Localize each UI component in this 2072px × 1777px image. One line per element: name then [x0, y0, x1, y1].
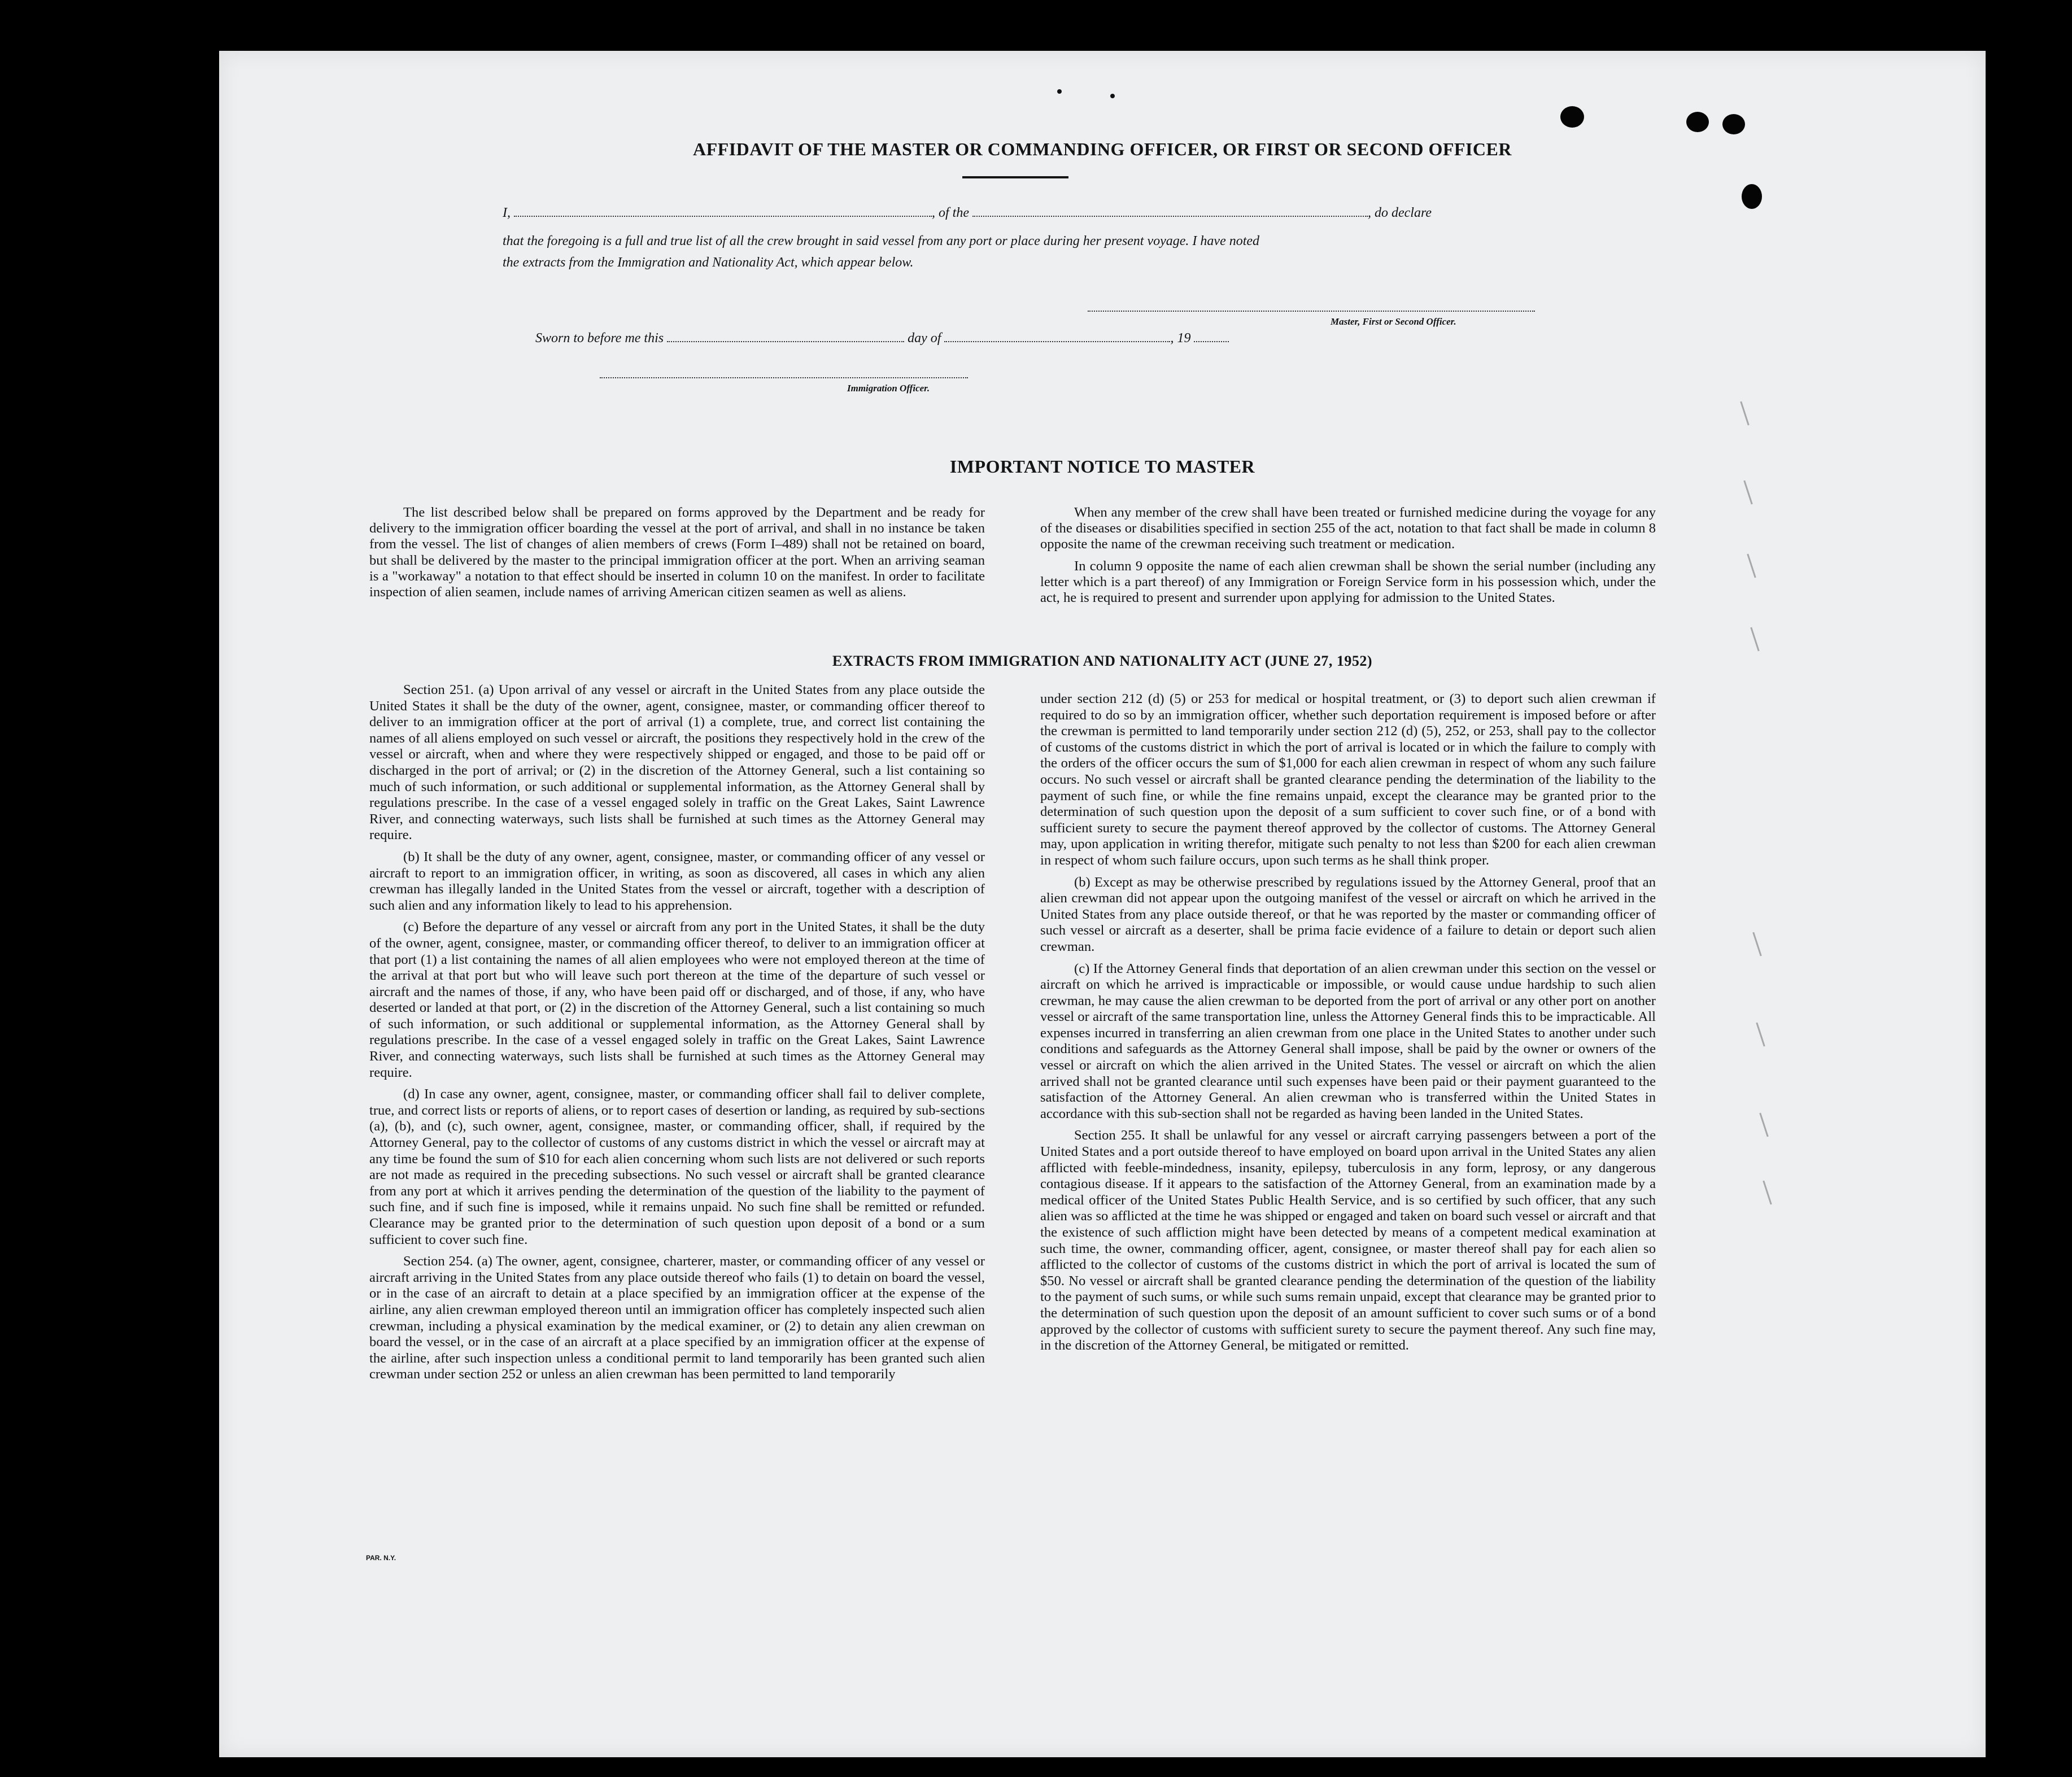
edge-mark	[1759, 1113, 1768, 1137]
immigration-officer-signature-line[interactable]	[600, 377, 968, 378]
speck-2	[1110, 94, 1115, 98]
edge-mark	[1743, 481, 1752, 505]
extract-paragraph: (d) In case any owner, agent, consignee, master, or commanding officer shall fail to deliver complete, true, and correct lists or reports of aliens, or to report cases of desertion or landing, as required by sub-sections (a), (b), and (c), such owner, agent, consignee, master, or commanding officer, shall, if required by the Attorney General, pay to the collector of customs of any customs district in which the vessel or aircraft may at any time be found the sum of $10 for each alien concerning whom such lists are not delivered or such reports are not made as required in the preceding subsections. No such vessel or aircraft shall be granted clearance from any port at which it arrives pending the determination of the question of the liability to the payment of such fine, and if such fine is imposed, while it remains unpaid. No such fine shall be remitted or refunded. Clearance may be granted prior to the determination of such question upon deposit of a bond or a sum sufficient to cover such fine.	[369, 1086, 985, 1247]
notice-right-column	[1040, 505, 1656, 606]
printer-code: PAR. N.Y.	[366, 1554, 396, 1562]
sworn-label: Sworn to before me this	[535, 331, 664, 346]
affidavit-text-line-2: that the foregoing is a full and true list of all the crew brought in said vessel from any port or place during her present voyage. I have noted	[503, 234, 1260, 248]
extracts-left-column	[369, 682, 985, 1383]
affidavit-title: AFFIDAVIT OF THE MASTER OR COMMANDING OFFICER, OR FIRST OR SECOND OFFICER	[693, 139, 1512, 159]
declarant-name-field[interactable]	[514, 204, 932, 217]
document-page	[219, 51, 1986, 1757]
edge-mark	[1752, 932, 1761, 957]
master-signature-line[interactable]	[1088, 311, 1535, 312]
immigration-officer-caption: Immigration Officer.	[847, 383, 930, 394]
notice-title: IMPORTANT NOTICE TO MASTER	[949, 456, 1255, 477]
vessel-name-field[interactable]	[972, 204, 1368, 217]
title-underline	[962, 176, 1068, 178]
sworn-month-field[interactable]	[944, 330, 1170, 342]
extract-paragraph: (b) It shall be the duty of any owner, agent, consignee, master, or commanding officer of any vessel or aircraft to report to an immigration officer, in writing, as soon as discovered, all cases in which any alien crewman has illegally landed in the United States from the vessel or aircraft, together with a description of such alien and any information likely to lead to his apprehension.	[369, 849, 985, 913]
notice-paragraph: In column 9 opposite the name of each alien crewman shall be shown the serial number (including any letter which is a part thereof) of any Immigration or Foreign Service form in his possession which, under the act, he is required to present and surrender upon applying for admission to the United States.	[1040, 558, 1656, 606]
edge-mark	[1763, 1181, 1772, 1205]
edge-mark	[1756, 1023, 1765, 1047]
notice-paragraph: When any member of the crew shall have been treated or furnished medicine during the voyage for any of the diseases or disabilities specified in section 255 of the act, notation to that fact shall be made in column 8 opposite the name of the crewman receiving such treatment or medication.	[1040, 505, 1656, 552]
master-signature-caption: Master, First or Second Officer.	[1331, 316, 1456, 327]
punch-hole-1	[1560, 106, 1584, 128]
notice-left-column	[369, 505, 985, 600]
affidavit-text-line-3: the extracts from the Immigration and Nationality Act, which appear below.	[503, 255, 914, 270]
extract-paragraph: Section 251. (a) Upon arrival of any vessel or aircraft in the United States from any place outside the United States it shall be the duty of the owner, agent, consignee, master, or commanding officer thereof to deliver to an immigration officer at the port of arrival (1) a complete, true, and correct list containing the names of all aliens employed on such vessel or aircraft, the positions they respectively hold in the crew of the vessel or aircraft, when and where they were respectively shipped or engaged, and those to be paid off or discharged in the port of arrival; or (2) in the discretion of the Attorney General, such a list containing so much of such information, or such additional or supplemental information, as the Attorney General shall by regulations prescribe. In the case of a vessel engaged solely in traffic on the Great Lakes, Saint Lawrence River, and connecting waterways, such lists shall be furnished at such times as the Attorney General may require.	[369, 682, 985, 843]
sworn-day-field[interactable]	[667, 330, 904, 342]
of-the-label: , of the	[932, 206, 969, 220]
punch-hole-2	[1686, 112, 1709, 132]
extract-paragraph: under section 212 (d) (5) or 253 for medical or hospital treatment, or (3) to deport such alien crewman if required to do so by an immigration officer, whether such deportation requirement is imposed before or after the crewman is permitted to land temporarily under section 212 (d) (5), 252, or 253, shall pay to the collector of customs of the customs district in which the port of arrival is located or in which the failure to comply with the orders of the officer occurs the sum of $1,000 for each alien crewman in respect of whom any such failure occurs. No such vessel or aircraft shall be granted clearance pending the determination of the liability to the payment of such fine, or while the fine remains unpaid, except the clearance may be granted prior to the determination of such question upon the deposit of a sum sufficient to cover such fine, or of a bond with sufficient surety to secure the payment thereof approved by the collector of customs. The Attorney General may, upon application in writing therefor, mitigate such penalty to not less than $200 for each alien crewman in respect of whom such failure occurs, upon such terms as he shall think proper.	[1040, 691, 1656, 868]
edge-mark	[1747, 554, 1756, 578]
sworn-year-field[interactable]	[1194, 330, 1229, 342]
declarant-prefix: I,	[503, 206, 511, 220]
extract-paragraph: (c) Before the departure of any vessel or aircraft from any port in the United States, it shall be the duty of the owner, agent, consignee, master, or commanding officer thereof, to deliver to an immigration officer at that port (1) a list containing the names of all alien employees who were not employed thereon at the time of the arrival at that port but who will leave such port thereon at the time of the departure of such vessel or aircraft and the names of those, if any, who have been paid off or discharged, and of those, if any, who have deserted or landed at that port, or (2) in the discretion of the Attorney General, such a list containing so much of such information, or such additional or supplemental information, as the Attorney General shall by regulations prescribe. In the case of a vessel engaged solely in traffic on the Great Lakes, Saint Lawrence River, and connecting waterways, such lists shall be furnished at such times as the Attorney General may require.	[369, 919, 985, 1080]
extract-paragraph: Section 254. (a) The owner, agent, consignee, charterer, master, or commanding officer of any vessel or aircraft arriving in the United States from any place outside thereof who fails (1) to detain on board the vessel, or in the case of an aircraft to detain at a place specified by an immigration officer at the expense of the airline, any alien crewman employed thereon until an immigration officer has completely inspected such alien crewman, including a physical examination by the medical examiner, or (2) to detain any alien crewman on board the vessel, or in the case of an aircraft at a place specified by an immigration officer at the expense of the airline, after such inspection unless a conditional permit to land temporarily has been granted such alien crewman under section 252 or unless an alien crewman has been permitted to land temporarily	[369, 1254, 985, 1382]
notice-paragraph: The list described below shall be prepared on forms approved by the Department and be ready for delivery to the immigration officer boarding the vessel at the port of arrival, and shall in no instance be taken from the vessel. The list of changes of alien members of crews (Form I–489) shall not be retained on board, but shall be delivered by the master to the principal immigration officer at the port. When an arriving seaman is a "workaway" a notation to that effect should be inserted in column 10 on the manifest. In order to facilitate inspection of alien seamen, include names of arriving American citizen seamen as well as aliens.	[369, 505, 985, 600]
extract-paragraph: Section 255. It shall be unlawful for any vessel or aircraft carrying passengers between a port of the United States and a port outside thereof to have employed on board upon arrival in the United States any alien afflicted with feeble-mindedness, insanity, epilepsy, tuberculosis in any form, leprosy, or any dangerous contagious disease. If it appears to the satisfaction of the Attorney General, from an examination made by a medical officer of the United States Public Health Service, and is so certified by such officer, that any such alien was so afflicted at the time he was shipped or engaged and taken on board such vessel or aircraft and that the existence of such affliction might have been detected by means of a competent medical examination at such time, the owner, commanding officer, agent, consignee, or master thereof shall pay for each alien so afflicted to the collector of customs of the customs district in which the port of arrival is located the sum of $50. No vessel or aircraft shall be granted clearance pending the determination of the question of the liability to the payment of such sums, or while such sums remain unpaid, except that clearance may be granted prior to the determination of such question upon the deposit of an amount sufficient to cover such sums or of a bond approved by the collector of customs with sufficient surety to secure the payment thereof. Any such fine may, in the discretion of the Attorney General, be mitigated or remitted.	[1040, 1128, 1656, 1354]
year-prefix: , 19	[1170, 331, 1191, 346]
extract-paragraph: (b) Except as may be otherwise prescribed by regulations issued by the Attorney General, proof that an alien crewman did not appear upon the outgoing manifest of the vessel or aircraft on which he arrived in the United States from any place outside thereof, or that he was reported by the master or commanding officer of such vessel or aircraft as a deserter, shall be prima facie evidence of a failure to detain or deport such alien crewman.	[1040, 874, 1656, 954]
affidavit-declaration-line	[503, 204, 1432, 221]
edge-mark	[1740, 401, 1749, 426]
edge-mark	[1750, 627, 1759, 652]
punch-hole-3	[1722, 114, 1745, 134]
sworn-line	[535, 330, 1229, 346]
extracts-right-column	[1040, 691, 1656, 1354]
punch-hole-4	[1742, 184, 1762, 209]
day-of-label: day of	[908, 331, 941, 346]
do-declare-label: , do declare	[1368, 206, 1432, 220]
extract-paragraph: (c) If the Attorney General finds that deportation of an alien crewman under this section on the vessel or aircraft on which he arrived is impracticable or impossible, or would cause undue hardship to such alien crewman, he may cause the alien crewman to be deported from the port of arrival or any other port on another vessel or aircraft of the same transportation line, unless the Attorney General finds this to be impracticable. All expenses incurred in transferring an alien crewman from one place in the United States to another under such conditions and safeguards as the Attorney General shall impose, shall be paid by the owner or owners of the vessel or aircraft on which the alien arrived in the United States. The vessel or aircraft on which the alien arrived shall not be granted clearance until such expenses have been paid or their payment guaranteed to the satisfaction of the Attorney General. An alien crewman who is transferred within the United States in accordance with this sub-section shall not be regarded as having been landed in the United States.	[1040, 960, 1656, 1121]
speck-1	[1057, 89, 1062, 94]
extracts-title: EXTRACTS FROM IMMIGRATION AND NATIONALITY ACT (JUNE 27, 1952)	[832, 653, 1373, 669]
